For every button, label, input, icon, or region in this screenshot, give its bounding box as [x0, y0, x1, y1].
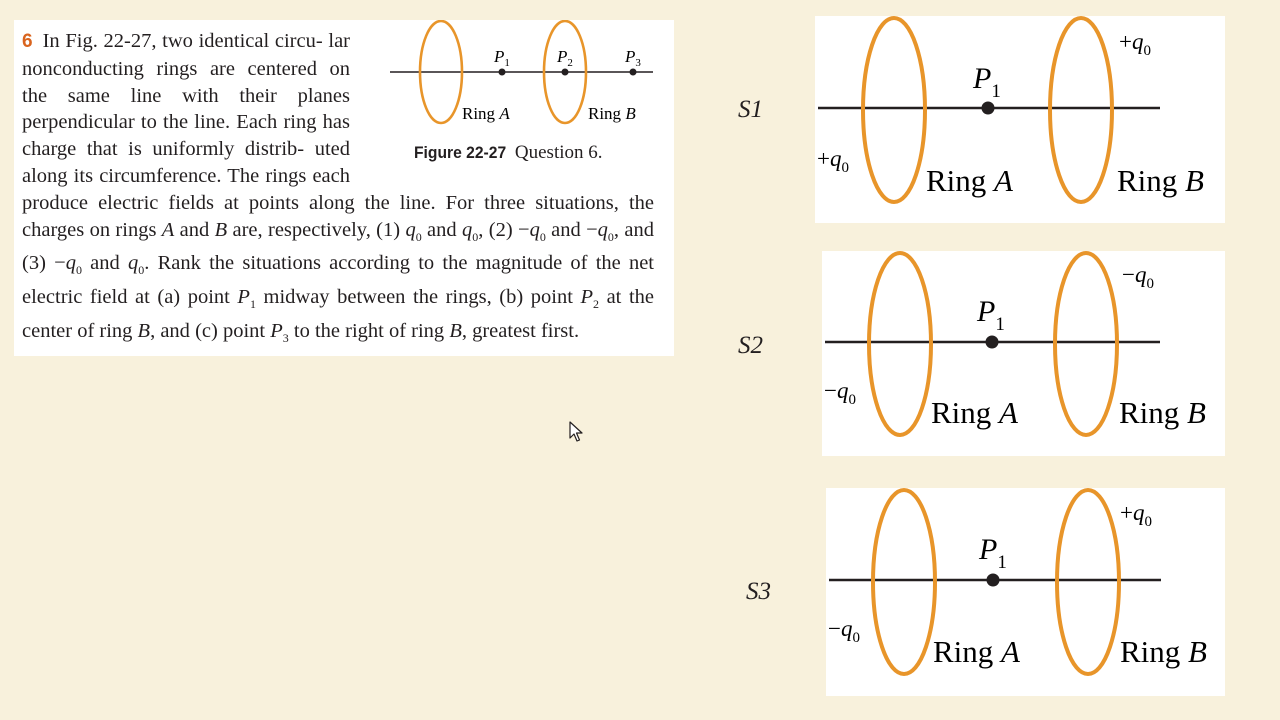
problem-line-6: uted along its circumference. The [22, 138, 351, 187]
scenario-diagram-s2 [822, 251, 1225, 456]
ring-a-label-s1: Ring A [926, 163, 1013, 198]
problem-line-10: according to the magnitude of the net electric field at (a) point $P_1$ [22, 252, 655, 312]
ring-a-s2 [869, 253, 931, 435]
problem-box [14, 20, 674, 356]
scenario-panel-s2 [822, 251, 1225, 456]
problem-text [22, 28, 654, 352]
problem-line-1: In Fig. 22-27, two identical circu- [42, 30, 323, 52]
p1-sub: 1 [504, 57, 510, 69]
problem-line-3: on the same line with their planes [22, 57, 351, 107]
charge-b-s2: $-q_0$ [1122, 262, 1154, 292]
p1-label-s2: $P_1$ [977, 295, 1005, 335]
problem-line-9: $q_0$, $(2) -q_0$ and $-q_0$, and $(3) -q_0$ and $q_0$. Rank the situations [22, 218, 654, 278]
problem-line-12: (c) point $P_3$ to the right of ring B, greatest first. [195, 320, 580, 346]
scenario-label-s3: S3 [746, 578, 771, 605]
p3-label: $P_3$ [625, 47, 641, 69]
problem-number: 6 [22, 31, 33, 52]
problem-line-4: perpendicular to the line. Each ring [22, 111, 317, 134]
problem-line-7: rings each produce electric fields at points along the line. For three [22, 164, 526, 214]
charge-b-s3: $+q_0$ [1120, 500, 1152, 530]
problem-line-5: has charge that is uniformly distrib- [22, 111, 350, 161]
p1-label-s1: $P_1$ [973, 62, 1001, 102]
ring-b-label-s3: Ring B [1120, 634, 1207, 669]
mouse-pointer-icon [569, 421, 585, 443]
p1-dot-s2 [986, 336, 999, 349]
scenario-diagram-s3 [826, 488, 1225, 696]
ring-b-s1 [1050, 18, 1112, 202]
ring-b-label-s1: Ring B [1117, 163, 1204, 198]
problem-line-8: situations, the charges on rings A and B are, respectively, (1) $q_0$ and [22, 191, 655, 244]
ring-a-s3 [873, 490, 935, 674]
ring-b-label-s2: Ring B [1119, 395, 1206, 430]
figure-caption-text: Question 6. [514, 142, 603, 163]
scenario-panel-s3 [826, 488, 1225, 696]
p2-sub: 2 [567, 57, 573, 69]
p1-dot-s1 [982, 102, 995, 115]
p1-label-s3: $P_1$ [979, 533, 1007, 573]
p1-label: $P_1$ [494, 47, 510, 69]
p2-label: $P_2$ [557, 47, 573, 69]
ring-a-label-s3: Ring A [933, 634, 1020, 669]
p3-sub: 3 [635, 57, 641, 69]
scenario-diagram-s1 [815, 16, 1225, 223]
charge-a-s1: $+q_0$ [817, 146, 849, 176]
ring-b-small-label: Ring B [588, 104, 636, 123]
charge-b-s1: $+q_0$ [1119, 29, 1151, 59]
scenario-label-s1: S1 [738, 96, 763, 123]
ring-b-s3 [1057, 490, 1119, 674]
ring-b-s2 [1055, 253, 1117, 435]
ring-a-small-label: Ring A [462, 104, 510, 123]
charge-a-s3: $-q_0$ [828, 616, 860, 646]
scenario-label-s2: S2 [738, 332, 763, 359]
p1-dot-s3 [987, 574, 1000, 587]
ring-a-label-s2: Ring A [931, 395, 1018, 430]
problem-line-11: midway between the rings, (b) point $P_2$ at the center of ring B, and [22, 286, 654, 343]
ring-a-s1 [863, 18, 925, 202]
figure-spacer [364, 28, 654, 188]
scenario-panel-s1 [815, 16, 1225, 223]
charge-a-s2: $-q_0$ [824, 378, 856, 408]
figure-caption-label: Figure 22-27 [414, 143, 507, 162]
problem-line-2: lar nonconducting rings are centered [22, 30, 350, 80]
